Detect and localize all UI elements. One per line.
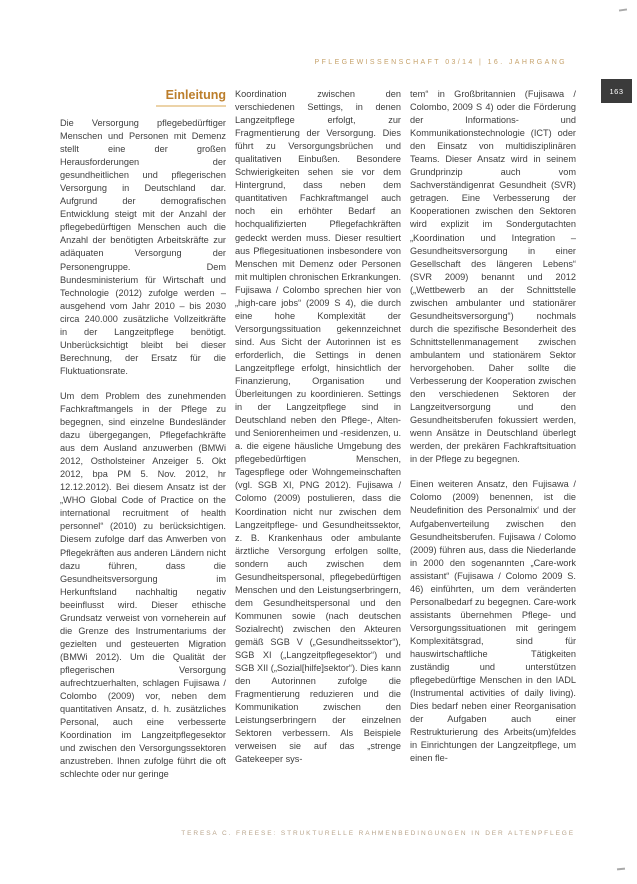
body-paragraph: Um dem Problem des zunehmenden Fachkraftmangels in der Pflege zu begegnen, sind einzelne Bundesländer dazu übergegangen, Pflegefachkräfte aus dem Ausland anzuwerben (BMWi 2012, Ostholsteiner Anzeiger 5. Okt 2012, bpa PM 5. Nov. 2012, hr 12.12.2012). Bei diesem Ansatz ist der „WHO Global Code of Practice on the international recruitment of health personnel“ (2010) zu berücksichtigen. Diesem zufolge darf das Anwerben von Pflegekräften aus anderen Ländern nicht dazu führen, dass die Gesundheitsversorgung im Herkunftsland nachhaltig negativ beeinflusst wird. Dieser ethische Grundsatz verweist von vorneherein auf die Grenze des Instrumentariums der gezielten und gesteuerten Migration (BMWi 2012). Um die Qualität der pflegerischen Versorgung aufrechtzuerhalten, schlagen Fujisawa / Colombo (2009) vor, neben dem quantitativen Ansatz, d. h. zusätzliches Personal, auch eine verbesserte Koordination im Langzeitpflegesektor und zwischen den Versorgungssektoren anzustreben. Ihnen zufolge führt die oft schlechte oder nur geringe [60, 390, 227, 780]
text-column-3 [410, 88, 576, 793]
text-column-2 [235, 88, 401, 793]
body-paragraph: Koordination zwischen den verschiedenen Settings, in denen Langzeitpflege erfolgt, zur Fragmentierung der Versorgung. Dies führt zu Versorgungsbrüchen und qualitativen Einbußen. Besondere Schwierigkeiten sehen sie vor dem Hintergrund, dass neben dem quantitativen Fachkraftmangel auch noch ein erhöhter Bedarf an hochqualifizierten Pflegefachkräften gedeckt werden muss. Dieser resultiert aus Pflegesituationen insbesondere von Menschen mit Demenz oder Personen mit multiplen chronischen Erkrankungen. Fujisawa / Colombo sprechen hier von „high-care jobs“ (2009 S 4), die durch eine hohe Komplexität der Versorgungssituation gekennzeichnet sind. Aus Sicht der Autorinnen ist es erforderlich, die Settings in denen Langzeitpflege erfolgt, hinsichtlich der Finanzierung, Organisation und Überleitungen zu koordinieren. Settings in der Langzeitpflege sind in Deutschland neben den Pflege-, Alten- und Seniorenheimen und -residenzen, u. a. die eigene häusliche Umgebung des pflegebedürftigen Menschen, Tagespflege oder Wohngemeinschaften (vgl. SGB XI, PNG 2012). Fujisawa / Colomo (2009) postulieren, dass die Koordination nicht nur zwischen dem Langzeitpflege- und Gesundheitssektor, z. B. Krankenhaus oder ambulante ärztliche Versorgung erfolgen sollte, sondern auch zwischen dem Gesundheitspersonal, pflegebedürftigen Menschen und den Leistungserbringern, dem Gesundheitspersonal und den Kommunen sowie (nach deutschen Sozialrecht) zwischen den Akteuren gemäß SGB V („Gesundheitssektor“), SGB XI („Langzeitpflegesektor“) und SGB XII („Sozial[hilfe]sektor“). Dies kann den Autorinnen zufolge die Fragmentierung reduzieren und die Kommunikation zwischen den Leistungserbringern der einzelnen Sektoren verbessern. Als Beispiele verweisen sie auf das „strenge Gatekeeper sys- [235, 89, 401, 765]
trim-mark-bottom-right [617, 868, 625, 871]
page-number-badge [601, 79, 632, 103]
text-column-1 [60, 88, 226, 793]
body-paragraph: tem“ in Großbritannien (Fujisawa / Colombo, 2009 S 4) oder die Förderung der Informations- und Kommunikationstechnologie (ICT) oder den Einsatz von multidisziplinären Teams. Dieser Ansatz wird in seinem Grundprinzip auch vom Sachverständigenrat Gesundheit (SVR) getragen. Eine Verbesserung der Kooperationen zwischen den Sektoren wird explizit im Sondergutachten „Koordination und Integration – Gesundheitsversorgung in einer Gesellschaft des längeren Lebens“ (SVR 2009) benannt und 2012 („Wettbewerb an der Schnittstelle zwischen ambulanter und stationärer Gesundheitsversorgung“) nochmals durch die spezifische Besonderheit des Schnittstellenmanagement zwischen ambulantem und stationärem Sektor hervorgehoben. Daher sollte die Verbesserung der Kooperation zwischen den verschiedenen Sektoren der Langzeitversorgung und den Gesundheitsberufen fokussiert werden, wenn Ansätze in Deutschland überlegt werden, der prekären Fachkraftsituation in der Pflege zu begegnen. [410, 89, 576, 465]
running-footer: TERESA C. FREESE: STRUKTURELLE RAHMENBEDINGUNGEN IN DER ALTENPFLEGE [181, 830, 575, 837]
section-heading: Einleitung [165, 88, 226, 102]
article-columns [60, 88, 577, 793]
journal-header-line: PFLEGEWISSENSCHAFT 03/14 | 16. JAHRGANG [314, 59, 567, 66]
trim-mark-top-right [619, 8, 627, 11]
page-number: 163 [609, 86, 624, 96]
heading-underline [156, 105, 226, 107]
body-paragraph: Die Versorgung pflegebedürftiger Menschen und Personen mit Demenz stellt eine der großen Herausforderungen der gesundheitlichen und pflegerischen Versorgung in Deutschland dar. Aufgrund der demografischen Entwicklung steigt mit der Anzahl der pflegebedürftigen Menschen auch die Anzahl der benötigten Arbeitskräfte zur adäquaten Versorgung der Personengruppe. Dem Bundesministerium für Wirtschaft und Technologie (2012) zufolge werden – ausgehend vom Jahr 2010 – bis 2030 circa 240.000 zusätzliche Vollzeitkräfte in der Langzeitpflege benötigt. Unberücksichtigt bleibt bei dieser Berechnung, der Ersatz für die Fluktuationsrate. [60, 118, 226, 376]
body-paragraph: Einen weiteren Ansatz, den Fujisawa / Colomo (2009) benennen, ist die Neudefinition des Personalmix‘ und der Aufgabenverteilung zwischen den Gesundheitsberufen. Fujisawa / Colomo (2009) führen aus, dass die Niederlande in 2000 den sogenannten „Care-work assistant“ (Fujisawa / Colomo 2009 S. 46) einführten, um dem veränderten Personalbedarf zu begegnen. Care-work assistants übernehmen Pflege- und Versorgungssituationen mit geringem Komplexitätsgrad, sind für hauswirtschaftliche Tätigkeiten zuständig und unterstützen pflegebedürftige Menschen in den IADL (Instrumental activities of daily living). Dies bedarf neben einer Reorganisation der Aufgaben auch einer Restrukturierung des Arbeits(um)feldes in Einrichtungen der Langzeitpflege, um einen fle- [410, 479, 576, 764]
